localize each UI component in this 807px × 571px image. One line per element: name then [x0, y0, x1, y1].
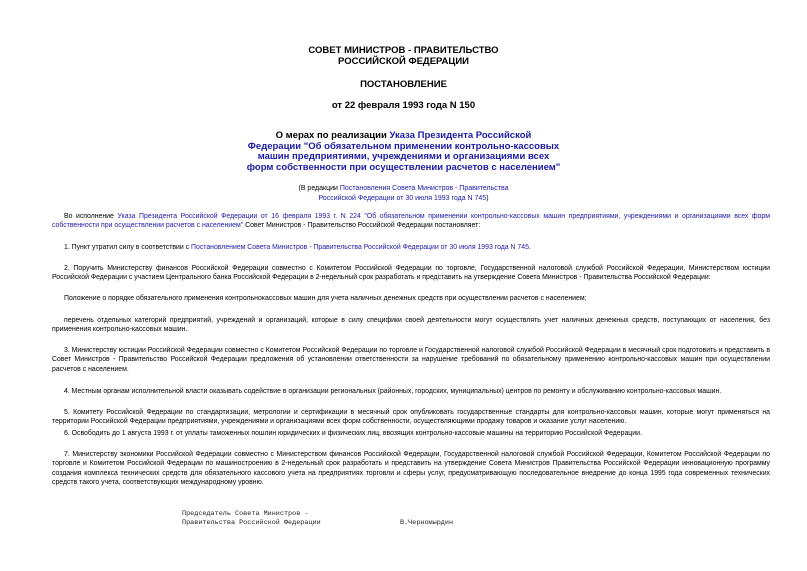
signature-block — [182, 510, 682, 528]
item-3-text: 3. Министерству юстиции Российской Федерации совместно с Комитетом Российской Федерации по торговле и Государственной налоговой службой Российской Федерации в месячный срок подготовить и представить в Совет Министров - Правительство Российской Федерации предложения об установлении ответственности за нарушение требований по обязательному применению контрольно-кассовых машин при осуществлении расчетов с населением. — [52, 347, 770, 373]
item-1-start: 1. Пункт утратил силу в соответствии с — [64, 244, 192, 251]
issuer-heading — [0, 45, 807, 67]
signature-title-1: Председатель Совета Министров - — [182, 510, 309, 518]
item-6-text: 6. Освободить до 1 августа 1993 г. от уплаты таможенных пошлин юридических и физических лиц, ввозящих контрольно-кассовые машины на территорию Российской Федерации. — [64, 430, 642, 437]
item-5 — [52, 408, 770, 427]
edition-prefix: (В редакции — [298, 185, 340, 192]
item-3 — [52, 346, 770, 374]
signature-title-2: Правительства Российской Федерации — [182, 519, 321, 527]
doc-type: ПОСТАНОВЛЕНИЕ — [360, 79, 447, 90]
signature-name: В.Черномырдин — [400, 519, 454, 527]
title-link-4[interactable]: форм собственности при осуществлении расчетов с населением" — [246, 161, 561, 173]
doc-date: от 22 февраля 1993 года N 150 — [331, 100, 476, 111]
title-link-3[interactable]: машин предприятиями, учреждениями и организациями всех — [257, 151, 550, 162]
item-4 — [52, 387, 770, 396]
item-2a — [52, 294, 770, 303]
item-2a-text: Положение о порядке обязательного применения контрольнокассовых машин для учета наличных денежных средств при осуществлении расчетов с населением; — [64, 295, 587, 302]
issuer-line-1: СОВЕТ МИНИСТРОВ - ПРАВИТЕЛЬСТВО — [308, 45, 499, 56]
item-4-text: 4. Местным органам исполнительной власти оказывать содействие в организации региональных (районных, городских, муниципальных) центров по ремонту и обслуживанию контрольно-кассовых машин. — [64, 388, 722, 395]
title-link-1[interactable]: Указа Президента Российской — [389, 130, 532, 141]
preamble-end: Совет Министров - Правительство Российской Федерации постановляет: — [243, 222, 481, 230]
edition-suffix: ) — [486, 194, 489, 202]
item-2 — [52, 264, 770, 283]
item-7-text: 7. Министерству экономики Российской Федерации совместно с Министерством финансов Российской Федерации, Государственной налоговой службой Российской Федерации, Комитетом Российской Федерации по торговле и Комитетом Российской Федерации по машиностроению в 2-недельный срок разработать и представить на утверждение Совета Министров Правительства Российской Федерации инновационную программу создания комплекса технических средств для обязательного кассового учета на предприятиях торговли и сферы услуг, предусматривающую последовательное внедрение до конца 1995 года современных технических средств такого учета, соответствующих международному уровню. — [52, 451, 770, 487]
title-prefix: О мерах по реализации — [275, 130, 390, 141]
item-2b — [52, 316, 770, 335]
preamble-start: Во исполнение — [64, 213, 118, 220]
edition-note — [0, 184, 807, 203]
edition-link-1[interactable]: Постановления Совета Министров - Правительства — [339, 185, 509, 192]
item-1-end: . — [528, 244, 531, 251]
item-2b-text: перечень отдельных категорий предприятий, учреждений и организаций, которые в силу специфики своей деятельности могут осуществлять учет наличных денежных средств, поступающих от населения, без применения контрольно-кассовых машин. — [52, 317, 770, 334]
item-1-link[interactable]: Постановлением Совета Министров - Правительства Российской Федерации от 30 июля 1993 года N 745 — [191, 244, 529, 251]
item-2-text: 2. Поручить Министерству финансов Российской Федерации совместно с Комитетом Российской Федерации по торговле, Государственной налоговой службой Российской Федерации, Министерством юстиции Российской Федерации с участием Центрального банка Российской Федерации в 2-недельный срок разработать и представить на утверждение Совета Министров - Правительства Российской Федерации: — [52, 265, 770, 282]
item-7 — [52, 450, 770, 488]
item-1 — [52, 243, 770, 252]
issuer-line-2: РОССИЙСКОЙ ФЕДЕРАЦИИ — [337, 56, 469, 67]
title-link-2[interactable]: Федерации "Об обязательном применении контрольно-кассовых — [247, 140, 560, 152]
doc-title — [0, 131, 807, 173]
edition-link-2[interactable]: Российской Федерации от 30 июля 1993 года N 745 — [318, 194, 487, 202]
preamble-link[interactable]: Указа Президента Российской Федерации от 16 февраля 1993 г. N 224 "Об обязательном применении контрольно-кассовых машин предприятиями, учреждениями и организациями всех форм собственности при осуществлении расчетов с населением" — [52, 213, 771, 230]
item-6 — [52, 429, 770, 438]
preamble — [52, 212, 770, 231]
item-5-text: 5. Комитету Российской Федерации по стандартизации, метрологии и сертификации в месячный срок опубликовать государственные стандарты для контрольно-кассовых машин, которые могут применяться на территории Российской Федерации предприятиями, учреждениями и организациями всех форм собственности, осуществляющими продажу товаров и оказание услуг населению. — [52, 409, 770, 426]
